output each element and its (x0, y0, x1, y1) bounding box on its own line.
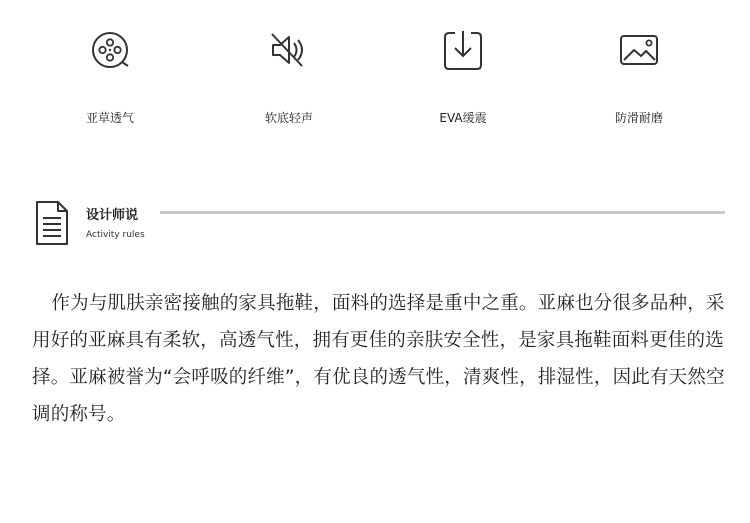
feature-label: 亚草透气 (85, 111, 134, 125)
section-divider (160, 211, 725, 214)
feature-label: EVA缓震 (439, 111, 487, 125)
landscape-image-icon (617, 28, 661, 72)
section-subtitle: Activity rules (86, 230, 145, 240)
section-title: 设计师说 (86, 208, 139, 223)
description-paragraph: 作为与肌肤亲密接触的家具拖鞋，面料的选择是重中之重。亚麻也分很多品种，采用好的亚麻具有柔软，高透气性，拥有更佳的亲肤安全性，是家具拖鞋面料更佳的选择。亚麻被誉为“会呼吸的纤维”，有优良的透气性，清爽性，排湿性，因此有天然空调的称号。 (32, 293, 725, 425)
document-icon (34, 200, 70, 246)
feature-breathable (40, 28, 180, 126)
speaker-mute-icon (267, 28, 311, 72)
feature-eva-cushion (393, 28, 533, 126)
feature-anti-slip (569, 28, 709, 126)
download-tray-icon (441, 28, 485, 72)
feature-label: 防滑耐磨 (614, 111, 663, 125)
feature-label: 软底轻声 (264, 111, 313, 125)
feature-quiet-sole (219, 28, 359, 126)
designer-notes-header (34, 200, 734, 246)
feature-row (0, 28, 750, 128)
film-reel-icon (88, 28, 132, 72)
